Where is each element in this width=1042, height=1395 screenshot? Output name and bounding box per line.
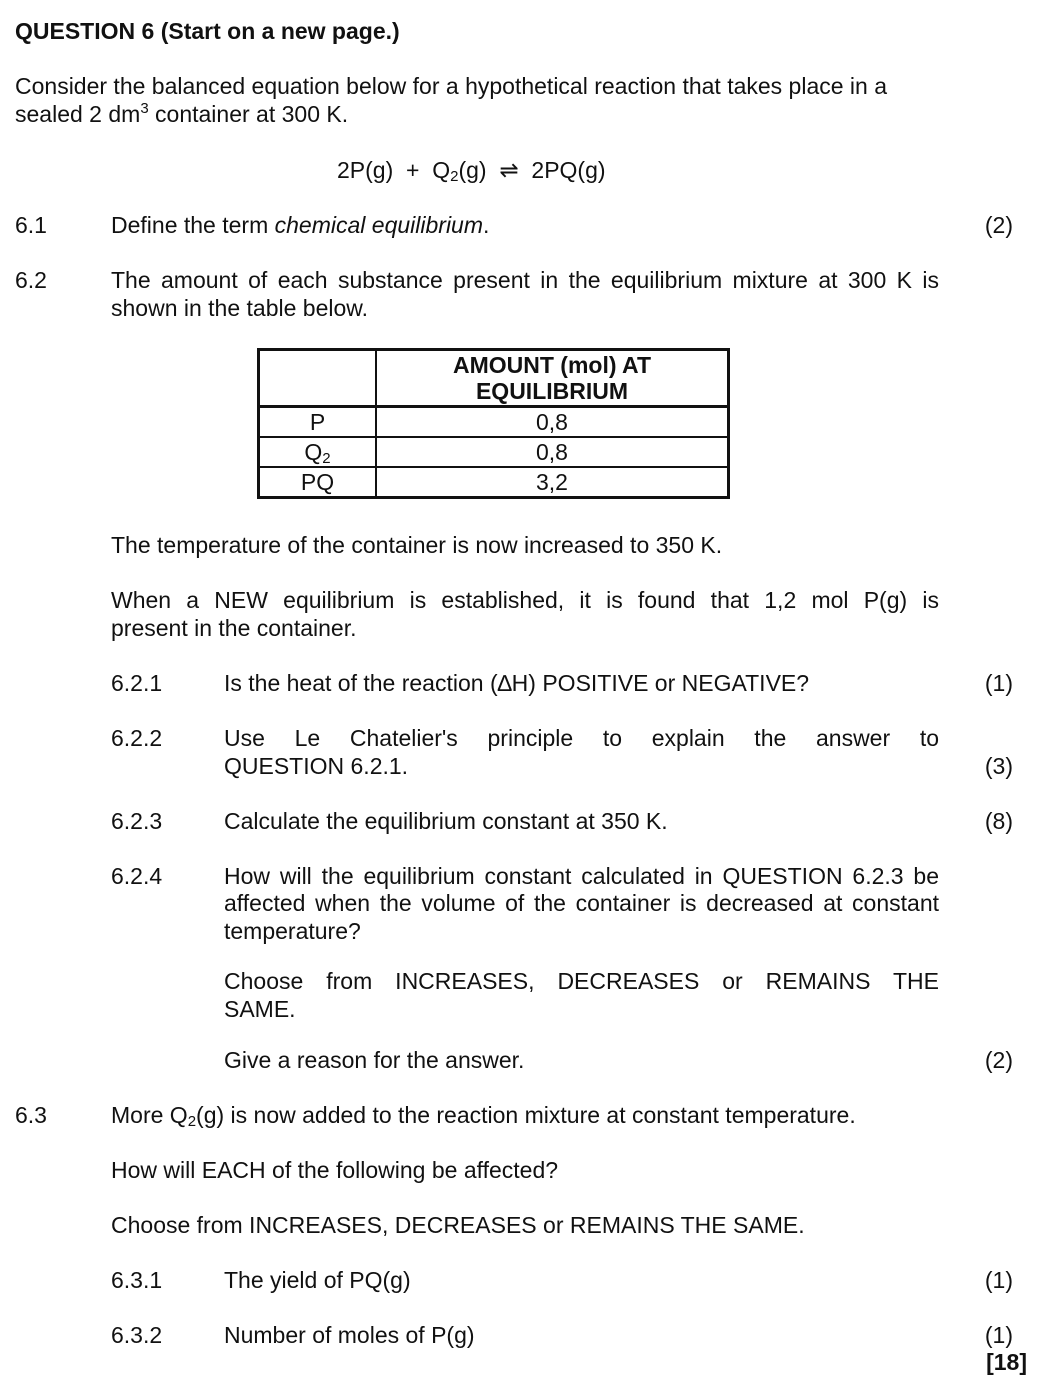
q6-1-text xyxy=(111,211,489,239)
q6-2-number: 6.2 xyxy=(15,267,47,293)
table-cell-substance xyxy=(259,407,377,438)
table-header-amount xyxy=(376,350,729,407)
substance-subscript: 2 xyxy=(322,450,331,467)
equation-right: (g) ⇌ 2PQ(g) xyxy=(458,157,606,183)
table-row xyxy=(259,407,729,438)
chemical-equation xyxy=(337,156,606,184)
q6-1-marks: (2) xyxy=(984,212,1013,238)
table-header-row xyxy=(259,350,729,407)
equation-subscript: 2 xyxy=(450,168,459,185)
q6-2-4-number: 6.2.4 xyxy=(111,863,163,889)
temperature-increase-text: The temperature of the container is now increased to 350 K. xyxy=(111,532,723,558)
q6-3-subscript: 2 xyxy=(187,1113,197,1130)
q6-2-2-line-2: QUESTION 6.2.1. xyxy=(224,753,409,779)
q6-3-1-marks: (1) xyxy=(984,1267,1013,1293)
table-cell-amount: 0,8 xyxy=(376,437,729,467)
question-heading: QUESTION 6 (Start on a new page.) xyxy=(15,18,400,44)
table-row xyxy=(259,437,729,467)
table-header-line-2: EQUILIBRIUM xyxy=(475,378,629,404)
equilibrium-table xyxy=(257,348,730,499)
q6-2-4-reason: Give a reason for the answer. xyxy=(224,1047,525,1073)
table-cell-substance xyxy=(259,467,377,498)
q6-2-2-marks: (3) xyxy=(984,753,1013,779)
intro-text-end: container at 300 K. xyxy=(148,101,349,127)
q6-3-2-marks: (1) xyxy=(984,1322,1013,1348)
question-total-marks: [18] xyxy=(986,1349,1027,1375)
q6-2-2-line-1: Use Le Chatelier's principle to explain the answer to xyxy=(224,725,939,751)
intro-text: sealed 2 dm xyxy=(15,101,141,127)
table-cell-amount: 3,2 xyxy=(376,467,729,498)
substance-label: PQ xyxy=(300,469,335,495)
table-header-empty xyxy=(259,350,377,407)
q6-3-1-text: The yield of PQ(g) xyxy=(224,1267,411,1293)
intro-superscript: 3 xyxy=(140,100,149,117)
q6-3-text-end: (g) is now added to the reaction mixture at constant temperature. xyxy=(196,1102,856,1128)
new-equilibrium-line-2: present in the container. xyxy=(111,615,357,641)
table-header-line-1: AMOUNT (mol) AT xyxy=(452,352,651,378)
substance-label: P xyxy=(309,409,326,435)
intro-line-1: Consider the balanced equation below for a hypothetical reaction that takes place in a xyxy=(15,73,888,99)
equation-left: 2P(g) + Q xyxy=(337,157,451,183)
q6-2-line-1: The amount of each substance present in the equilibrium mixture at 300 K is xyxy=(111,267,939,293)
q6-2-line-2: shown in the table below. xyxy=(111,295,369,321)
table-cell-substance xyxy=(259,437,377,467)
q6-2-2-number: 6.2.2 xyxy=(111,725,163,751)
q6-1-text-start: Define the term xyxy=(111,212,275,238)
intro-line-2 xyxy=(15,100,348,128)
table-cell-amount: 0,8 xyxy=(376,407,729,438)
q6-1-number: 6.1 xyxy=(15,212,47,238)
table-row xyxy=(259,467,729,498)
q6-2-4-choose-line-2: SAME. xyxy=(224,996,296,1022)
q6-3-choose-text: Choose from INCREASES, DECREASES or REMAINS THE SAME. xyxy=(111,1212,805,1238)
q6-2-1-text: Is the heat of the reaction (∆H) POSITIVE or NEGATIVE? xyxy=(224,670,810,696)
substance-label: Q xyxy=(304,439,323,465)
q6-2-3-marks: (8) xyxy=(984,808,1013,834)
q6-2-4-line-3: temperature? xyxy=(224,918,361,944)
q6-2-4-marks: (2) xyxy=(984,1047,1013,1073)
q6-2-4-choose-line-1: Choose from INCREASES, DECREASES or REMAINS THE xyxy=(224,968,939,994)
q6-3-1-number: 6.3.1 xyxy=(111,1267,163,1293)
q6-3-2-number: 6.3.2 xyxy=(111,1322,163,1348)
q6-1-term: chemical equilibrium xyxy=(274,212,483,238)
q6-1-text-end: . xyxy=(483,212,490,238)
q6-3-number: 6.3 xyxy=(15,1102,47,1128)
q6-3-how-text: How will EACH of the following be affected? xyxy=(111,1157,559,1183)
new-equilibrium-line-1: When a NEW equilibrium is established, it is found that 1,2 mol P(g) is xyxy=(111,587,939,613)
q6-2-4-line-2: affected when the volume of the container is decreased at constant xyxy=(224,890,939,916)
q6-2-4-line-1: How will the equilibrium constant calculated in QUESTION 6.2.3 be xyxy=(224,863,939,889)
q6-3-text-start: More Q xyxy=(111,1102,188,1128)
q6-2-1-number: 6.2.1 xyxy=(111,670,163,696)
q6-2-3-text: Calculate the equilibrium constant at 350 K. xyxy=(224,808,668,834)
q6-2-3-number: 6.2.3 xyxy=(111,808,163,834)
q6-3-text xyxy=(111,1101,856,1129)
q6-3-2-text: Number of moles of P(g) xyxy=(224,1322,475,1348)
q6-2-1-marks: (1) xyxy=(984,670,1013,696)
